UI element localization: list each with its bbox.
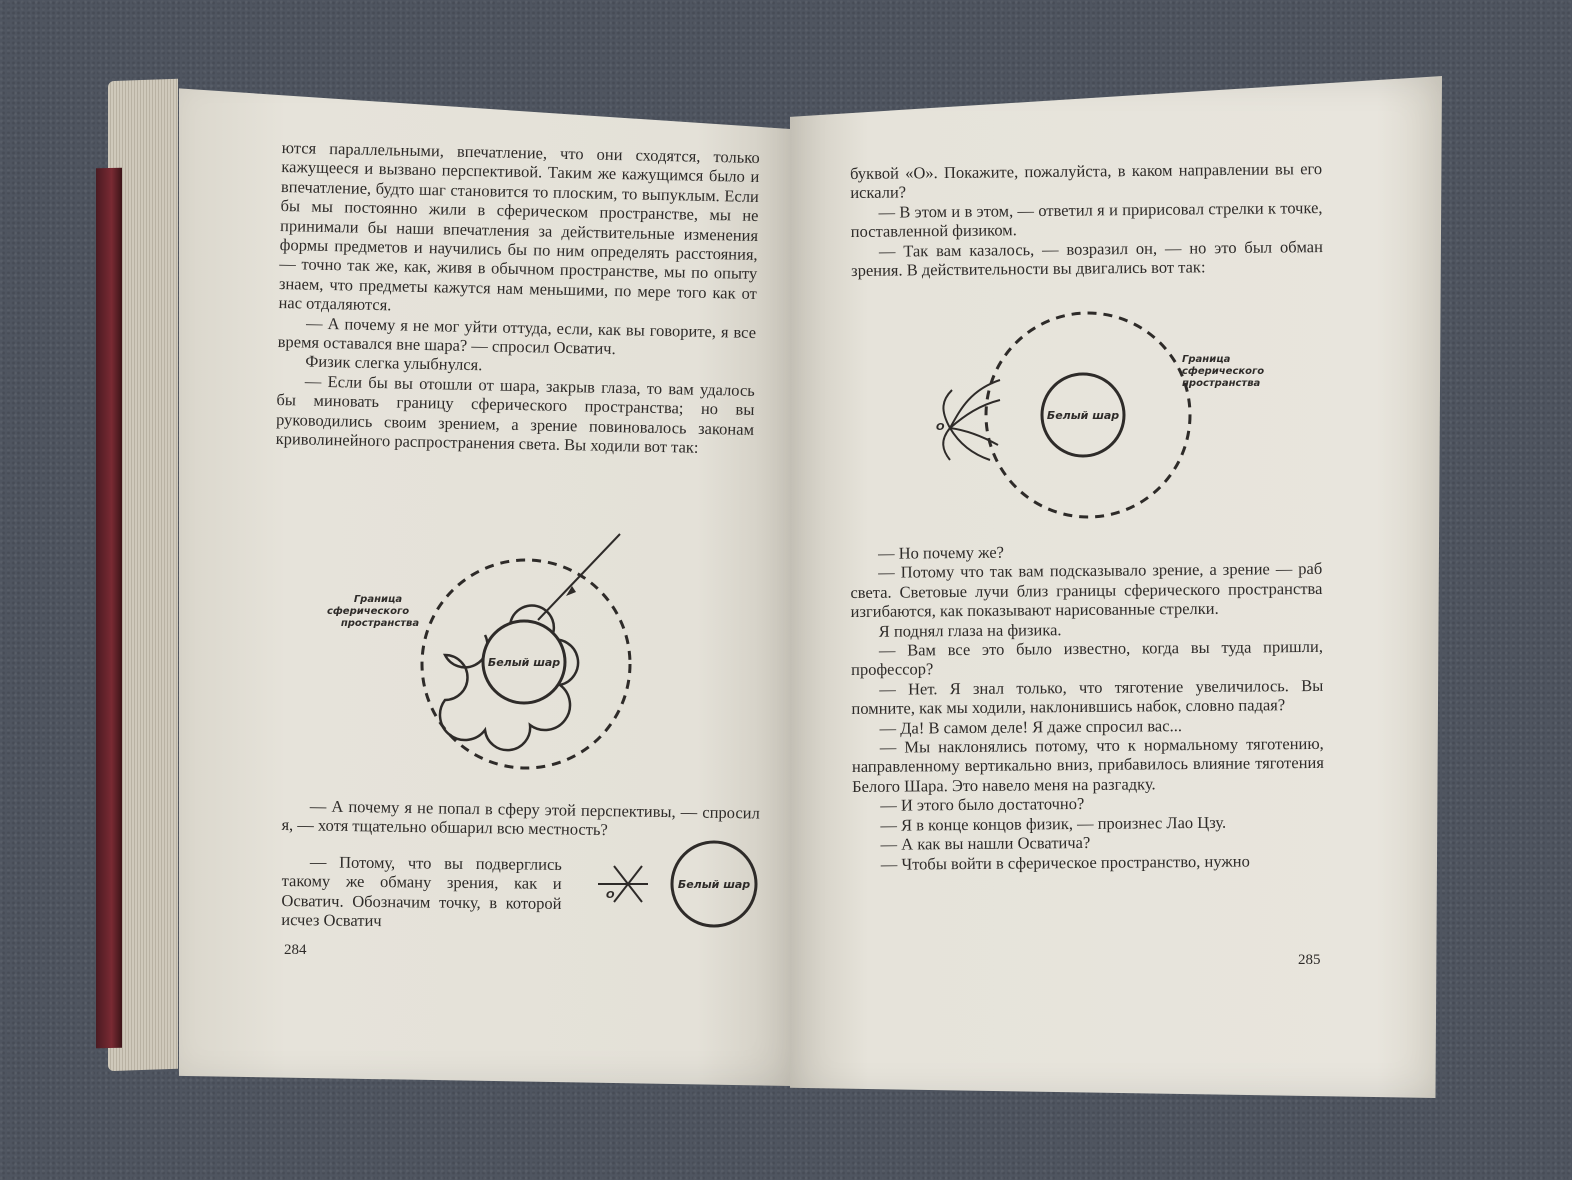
paragraph: — Вам все это было известно, когда вы туда пришли, профессор? (851, 636, 1323, 680)
left-page-text-top (275, 138, 759, 458)
point-label: О (606, 890, 615, 901)
bent-rays (943, 380, 1000, 460)
paragraph: Физик слегка улыбнулся. (305, 352, 483, 375)
arrow-head (566, 586, 576, 596)
paragraph: — Если бы вы отошли от шара, закрыв глаза, то вам удалось бы миновать границу сферического пространства; но вы руководились своим зрением, а зрение повиновалось законам криволинейного распространения света. Вы ходили вот так: (275, 371, 756, 457)
paragraph: — Чтобы войти в сферическое пространство, нужно (880, 851, 1250, 874)
page-number: 285 (1298, 952, 1321, 968)
left-page-text-wrap (281, 852, 562, 933)
paragraph: — Мы наклонялись потому, что к нормальному тяготению, направленному вертикально вниз, прибавилось влияние тяготения Белого Шара. Это навело меня на разгадку. (851, 733, 1325, 796)
paragraph: буквой «О». Покажите, пожалуйста, в каком направлении вы его искали? (850, 159, 1323, 203)
book-cover-edge (96, 168, 122, 1048)
ball-label: Белый шар (487, 656, 561, 669)
paragraph: ются параллельными, впечатление, что они сходятся, только кажущееся и вызвано перспективой. Таким же кажущимся было и впечатление, будто шаг становится то плоским, то выпуклым. Если бы мы постоянно жили в сферическом пространстве, мы не принимали бы наши впечатления за действительные изменения формы предметов и научились бы по ним определять расстояния, — точно так же, как, живя в обычном пространстве, мы по опыту знаем, что предметы кажутся нам меньшими, по мере того как от нас отдаляются. (278, 138, 760, 315)
boundary-label: Граница (353, 594, 403, 605)
left-page-text-bottom (281, 796, 760, 842)
figure-spherical-boundary-loops (320, 530, 640, 780)
right-page-text-bottom (850, 540, 1325, 874)
paragraph: — Нет. Я знал только, что тяготение увеличилось. Вы помните, как мы ходили, наклонившись набок, словно падая? (851, 675, 1324, 719)
paragraph: — Да! В самом деле! Я даже спросил вас... (879, 715, 1182, 738)
boundary-label: сферического (1182, 366, 1265, 377)
figure-bent-rays (920, 310, 1300, 530)
paragraph: Я поднял глаза на физика. (878, 619, 1062, 641)
paragraph: — Потому что так вам подсказывало зрение, а зрение — раб света. Световые лучи близ границы сферического пространства изгибаются, как показывают нарисованные стрелки. (850, 559, 1323, 622)
right-page-text-top (850, 159, 1323, 280)
ball-label: Белый шар (1046, 409, 1120, 422)
paragraph: — А как вы нашли Осватича? (880, 833, 1091, 854)
paragraph: — А почему я не попал в сферу этой перспективы, — спросил я, — хотя тщательно обшарил всю местность? (281, 796, 760, 840)
paragraph: — Я в конце концов физик, — произнес Лао Цзу. (880, 812, 1227, 835)
ray-line (538, 534, 620, 620)
point-label: О (936, 422, 945, 433)
boundary-label: пространства (340, 618, 420, 629)
boundary-label: сферического (326, 606, 410, 617)
figure-point-o-arrows (586, 840, 766, 940)
paragraph: — В этом и в этом, — ответил я и пририсовал стрелки к точке, поставленной физиком. (850, 197, 1323, 242)
paragraph: — И этого было достаточно? (880, 794, 1085, 816)
paragraph: — Но почему же? (877, 542, 1005, 563)
paragraph: — Так вам казалось, — возразил он, — но это был обман зрения. В действительности вы двигались вот так: (851, 236, 1323, 281)
ball-label: Белый шар (677, 878, 751, 891)
page-number: 284 (284, 942, 307, 958)
paragraph: — А почему я не мог уйти оттуда, если, как вы говорите, я все время оставался вне шара? — спросил Осватич. (277, 313, 757, 359)
boundary-label: пространства (1182, 378, 1261, 389)
paragraph: — Потому, что вы подверглись такому же обману зрения, как и Осватич. Обозначим точку, в которой исчез Осватич (281, 852, 562, 931)
boundary-label: Граница (1182, 354, 1231, 365)
